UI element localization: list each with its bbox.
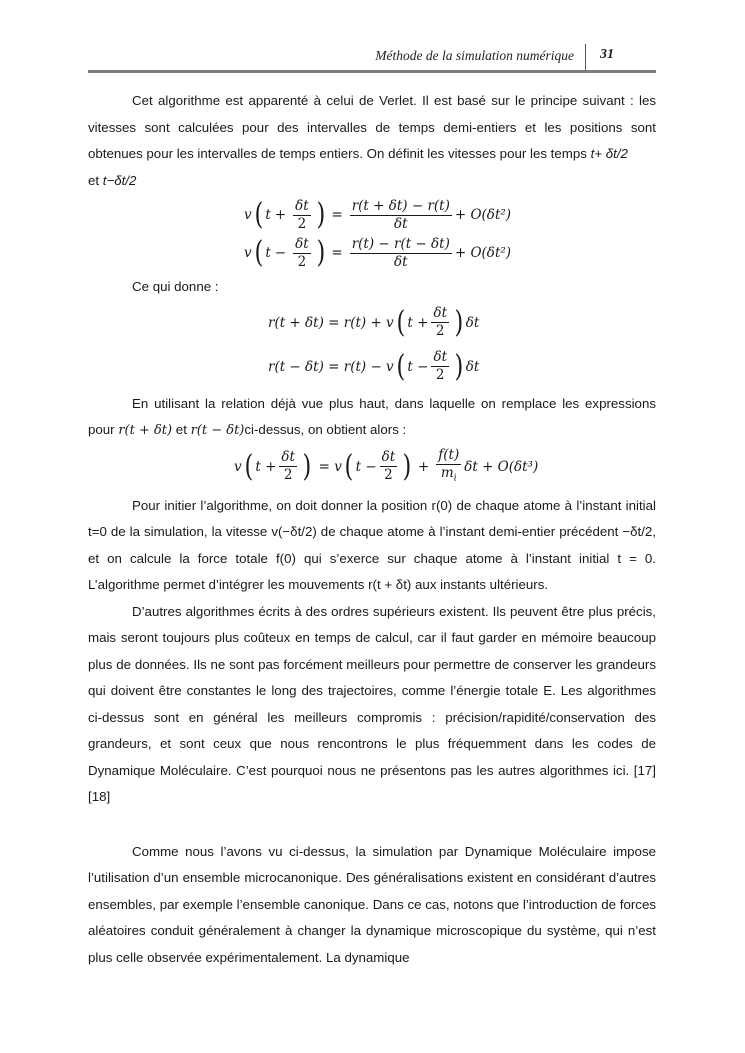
eq1-tail: + O(δt²) bbox=[454, 207, 512, 223]
time-plus-half: t+ δt/2 bbox=[590, 146, 628, 161]
eq2-t: t bbox=[265, 245, 271, 261]
eq3-half-frac: $\frac{\delta t}{2}$ bbox=[433, 305, 447, 339]
eq5-mid: = v bbox=[318, 458, 342, 475]
page-number: 31 bbox=[600, 47, 614, 62]
eq3-t: t + bbox=[407, 314, 429, 331]
eq5-frac1: $\frac{\delta t}{2}$ bbox=[281, 449, 295, 483]
header-title: Méthode de la simulation numérique bbox=[375, 48, 574, 63]
ce-qui-donne: Ce qui donne : bbox=[132, 279, 219, 294]
equation-leapfrog: v ( t + $\frac{\delta t}{2}$ ) = v ( t − $\frac{\delta t}{2}$ ) + $\frac{f(t)}{m_i}$ δt + O(δt³) bbox=[234, 447, 539, 484]
paragraph-substitution: En utilisant la relation déjà vue plus haut, dans laquelle on remplace les expressions pour r(t + δt) et r(t − δt)ci-dessus, on obtient alors : bbox=[88, 395, 656, 438]
page-content bbox=[88, 88, 656, 971]
eq2-minus: − bbox=[274, 245, 287, 261]
eq1-plus: + bbox=[274, 207, 287, 223]
time-minus-half: t−δt/2 bbox=[102, 172, 137, 188]
equation-velocity-plus: v ( t + $\frac{\delta t}{2}$ ) = $\frac{r(t + \delta t) - r(t)}{\delta t}$ + O(δt²) bbox=[244, 197, 512, 232]
eq4-t: t − bbox=[407, 358, 429, 375]
equation-position-plus: r(t + δt) = r(t) + v ( t + $\frac{\delta t}{2}$ ) δt bbox=[268, 304, 480, 340]
eq4-left: r(t − δt) = r(t) − v bbox=[268, 358, 394, 375]
equation-position-minus: r(t − δt) = r(t) − v ( t − $\frac{\delta t}{2}$ ) δt bbox=[268, 348, 480, 384]
eq3-tail: δt bbox=[465, 314, 480, 331]
and-text: et bbox=[88, 172, 103, 188]
paragraph-ensembles: Comme nous l’avons vu ci-dessus, la simulation par Dynamique Moléculaire impose l’utilisation d’un ensemble microcanonique. Des généralisations existent en considérant d’autres ensembles, par exemple l’ensemble canonique. Dans ce cas, notons que l’introduction de forces aléatoires conduit généralement à changer la dynamique microscopique du système, qui n’est plus celle observée expérimentalement. La dynamique bbox=[88, 843, 656, 965]
eq1-equals: = bbox=[331, 207, 343, 223]
paragraph-higher-order: D’autres algorithmes écrits à des ordres supérieurs existent. Ils peuvent être plus précis, mais seront toujours plus coûteux en temps de calcul, car il faut garder en mémoire beaucoup plus de données. Ils ne sont pas forcément meilleurs pour permettre de conserver les grandeurs qui doivent être constantes le long des trajectoires, comme l’énergie totale E. Les algorithmes ci-dessus sont en général les meilleurs compromis : précision/rapidité/conservation des grandeurs, et sont ceux que nous rencontrons le plus fréquemment dans les codes de Dynamique Moléculaire. C’est pourquoi nous ne présentons pas les autres algorithmes ici. [17][18] bbox=[88, 603, 656, 804]
eq5-frac2: $\frac{\delta t}{2}$ bbox=[381, 449, 396, 483]
eq2-half-frac: $\frac{\delta t}{2}$ bbox=[295, 235, 309, 270]
expr-r-minus: r(t − δt) bbox=[190, 423, 245, 438]
eq1-t: t bbox=[265, 207, 271, 223]
eq5-force-frac: $\frac{f(t)}{m_i}$ bbox=[438, 447, 460, 484]
paragraph-initialization: Pour initier l’algorithme, on doit donner la position r(0) de chaque atome à l’instant initial t=0 de la simulation, la vitesse v(−δt/2) de chaque atome à l’instant demi-entier précédent −δt/2, et on calcule la force totale f(0) qui s’exerce sur chaque atome à l’instant initial t = 0. L’algorithme permet d’intégrer les mouvements r(t + δt) aux instants ultérieurs. bbox=[88, 497, 656, 592]
eq1-half-frac: $\frac{\delta t}{2}$ bbox=[295, 197, 309, 232]
eq2-rhs-frac: $\frac{r(t) - r(t - \delta t)}{\delta t}$ bbox=[351, 235, 450, 270]
eq5-tail: δt + O(δt³) bbox=[464, 458, 539, 475]
expr-r-plus: r(t + δt) bbox=[118, 423, 173, 438]
page-header bbox=[88, 44, 656, 72]
eq5-v1: v bbox=[234, 458, 242, 475]
intro-text: Cet algorithme est apparenté à celui de Verlet. Il est basé sur le principe suivant : les vitesses sont calculées pour des intervalles de temps demi-entiers et les positions sont obtenues pour les intervalles de temps entiers. On définit les vitesses pour les temps bbox=[88, 93, 656, 161]
eq2-equals: = bbox=[331, 245, 343, 261]
eq3-left: r(t + δt) = r(t) + v bbox=[268, 314, 394, 331]
eq2-v: v bbox=[244, 245, 252, 261]
equation-velocity-minus: v ( t − $\frac{\delta t}{2}$ ) = $\frac{r(t) - r(t - \delta t)}{\delta t}$ + O(δt²) bbox=[244, 235, 512, 270]
header-rule bbox=[88, 70, 656, 73]
paragraph-intro bbox=[88, 88, 656, 194]
eq1-rhs-frac: $\frac{r(t + \delta t) - r(t)}{\delta t}$ bbox=[351, 197, 450, 232]
eq4-tail: δt bbox=[465, 358, 480, 375]
eq1-v: v bbox=[244, 207, 252, 223]
eq2-tail: + O(δt²) bbox=[454, 245, 512, 261]
header-separator bbox=[585, 44, 586, 70]
eq4-half-frac: $\frac{\delta t}{2}$ bbox=[433, 349, 447, 383]
